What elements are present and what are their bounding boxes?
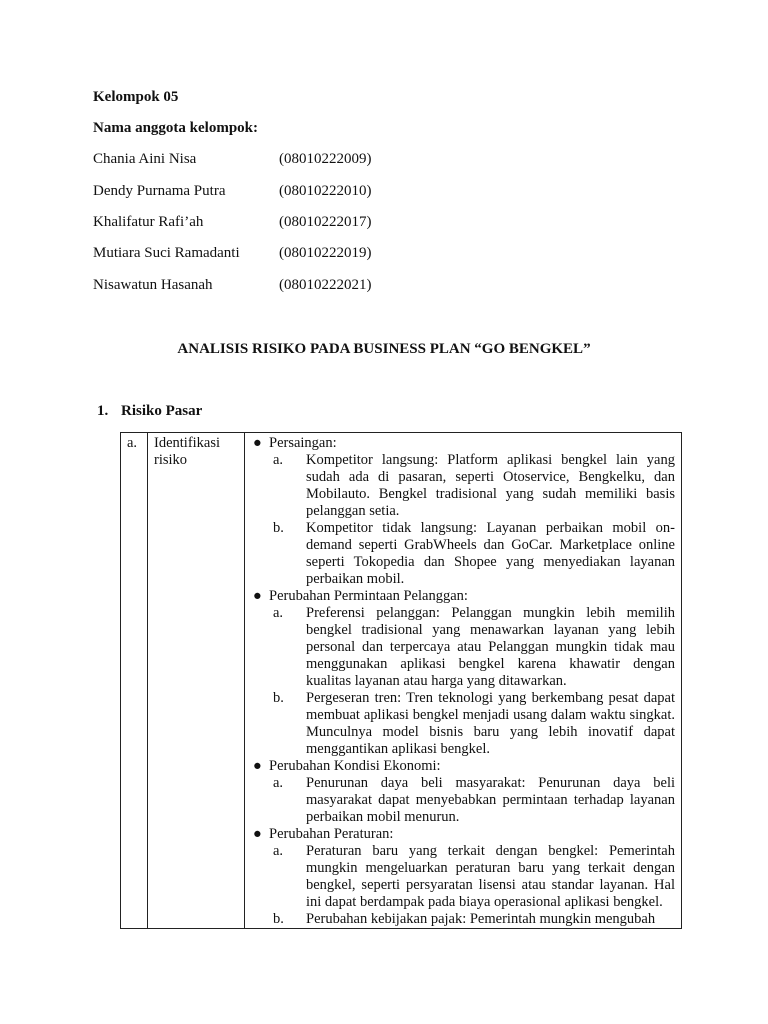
sub-letter: b.	[273, 690, 284, 706]
row-letter: a.	[121, 433, 148, 929]
sub-list	[269, 452, 675, 588]
topic-list	[251, 435, 675, 928]
sub-letter: a.	[273, 605, 284, 621]
sub-text: Penurunan daya beli masyarakat: Penurunan daya beli masyarakat dapat menyebabkan permintaan terhadap layanan perbaikan mobil menurun.	[306, 775, 675, 825]
member-name: Khalifatur Rafi’ah	[93, 214, 204, 230]
list-item	[269, 911, 675, 928]
sub-letter: a.	[273, 843, 284, 859]
list-item	[269, 452, 675, 520]
row-label-line: risiko	[154, 452, 188, 468]
table-row	[121, 433, 682, 929]
list-item	[269, 520, 675, 588]
member-id: (08010222009)	[279, 151, 372, 167]
list-item	[269, 690, 675, 758]
bullet-icon: ●	[253, 826, 262, 842]
bullet-icon: ●	[253, 435, 262, 451]
sub-letter: b.	[273, 520, 284, 536]
bullet-icon: ●	[253, 588, 262, 604]
sub-list	[269, 605, 675, 758]
member-id: (08010222017)	[279, 214, 372, 230]
topic-title: Persaingan:	[269, 435, 337, 451]
risk-table	[120, 432, 682, 929]
row-label-line: Identifikasi	[154, 435, 221, 451]
member-name: Nisawatun Hasanah	[93, 277, 213, 293]
members-title: Nama anggota kelompok:	[93, 120, 259, 136]
topic-title: Perubahan Peraturan:	[269, 826, 394, 842]
topic-title: Perubahan Permintaan Pelanggan:	[269, 588, 468, 604]
sub-text: Kompetitor langsung: Platform aplikasi bengkel lain yang sudah ada di pasaran, seperti Otoservice, Bengkelku, dan Mobilauto. Bengkel tradisional yang sudah memiliki basis pelanggan setia.	[306, 452, 675, 519]
sub-text: Peraturan baru yang terkait dengan bengkel: Pemerintah mungkin mengeluarkan peraturan baru yang terkait dengan bengkel, seperti persyaratan lisensi atau standar layanan. Hal ini dapat berdampak pada biaya operasional aplikasi bengkel.	[306, 843, 675, 910]
list-item	[269, 843, 675, 911]
row-content	[245, 433, 682, 929]
sub-list	[269, 775, 675, 826]
topic-title: Perubahan Kondisi Ekonomi:	[269, 758, 441, 774]
section-title: Risiko Pasar	[121, 403, 203, 419]
row-label	[148, 433, 245, 929]
document-title: ANALISIS RISIKO PADA BUSINESS PLAN “GO BENGKEL”	[177, 341, 591, 357]
bullet-icon: ●	[253, 758, 262, 774]
member-id: (08010222010)	[279, 183, 372, 199]
sub-letter: b.	[273, 911, 284, 927]
member-name: Mutiara Suci Ramadanti	[93, 245, 240, 261]
sub-list	[269, 843, 675, 928]
topic-item	[251, 435, 675, 588]
member-name: Dendy Purnama Putra	[93, 183, 226, 199]
topic-item	[251, 588, 675, 758]
sub-text: Perubahan kebijakan pajak: Pemerintah mungkin mengubah	[306, 911, 656, 927]
topic-item	[251, 758, 675, 826]
sub-letter: a.	[273, 452, 284, 468]
sub-text: Preferensi pelanggan: Pelanggan mungkin lebih memilih bengkel tradisional yang menawarkan layanan yang lebih personal dan terpercaya atau Pelanggan mungkin tidak mau menggunakan aplikasi bengkel karena khawatir dengan kualitas layanan atau harga yang ditawarkan.	[306, 605, 675, 689]
sub-letter: a.	[273, 775, 284, 791]
member-id: (08010222019)	[279, 245, 372, 261]
member-id: (08010222021)	[279, 277, 372, 293]
sub-text: Pergeseran tren: Tren teknologi yang berkembang pesat dapat membuat aplikasi bengkel menjadi usang dalam waktu singkat. Munculnya model bisnis baru yang lebih inovatif dapat menggantikan aplikasi bengkel.	[306, 690, 675, 757]
list-item	[269, 775, 675, 826]
list-item	[269, 605, 675, 690]
group-number: Kelompok 05	[93, 89, 179, 105]
section-number: 1.	[97, 403, 109, 419]
sub-text: Kompetitor tidak langsung: Layanan perbaikan mobil on-demand seperti GrabWheels dan GoCar. Marketplace online seperti Tokopedia dan Shopee yang menyediakan layanan perbaikan mobil.	[306, 520, 675, 587]
topic-item	[251, 826, 675, 928]
member-name: Chania Aini Nisa	[93, 151, 197, 167]
